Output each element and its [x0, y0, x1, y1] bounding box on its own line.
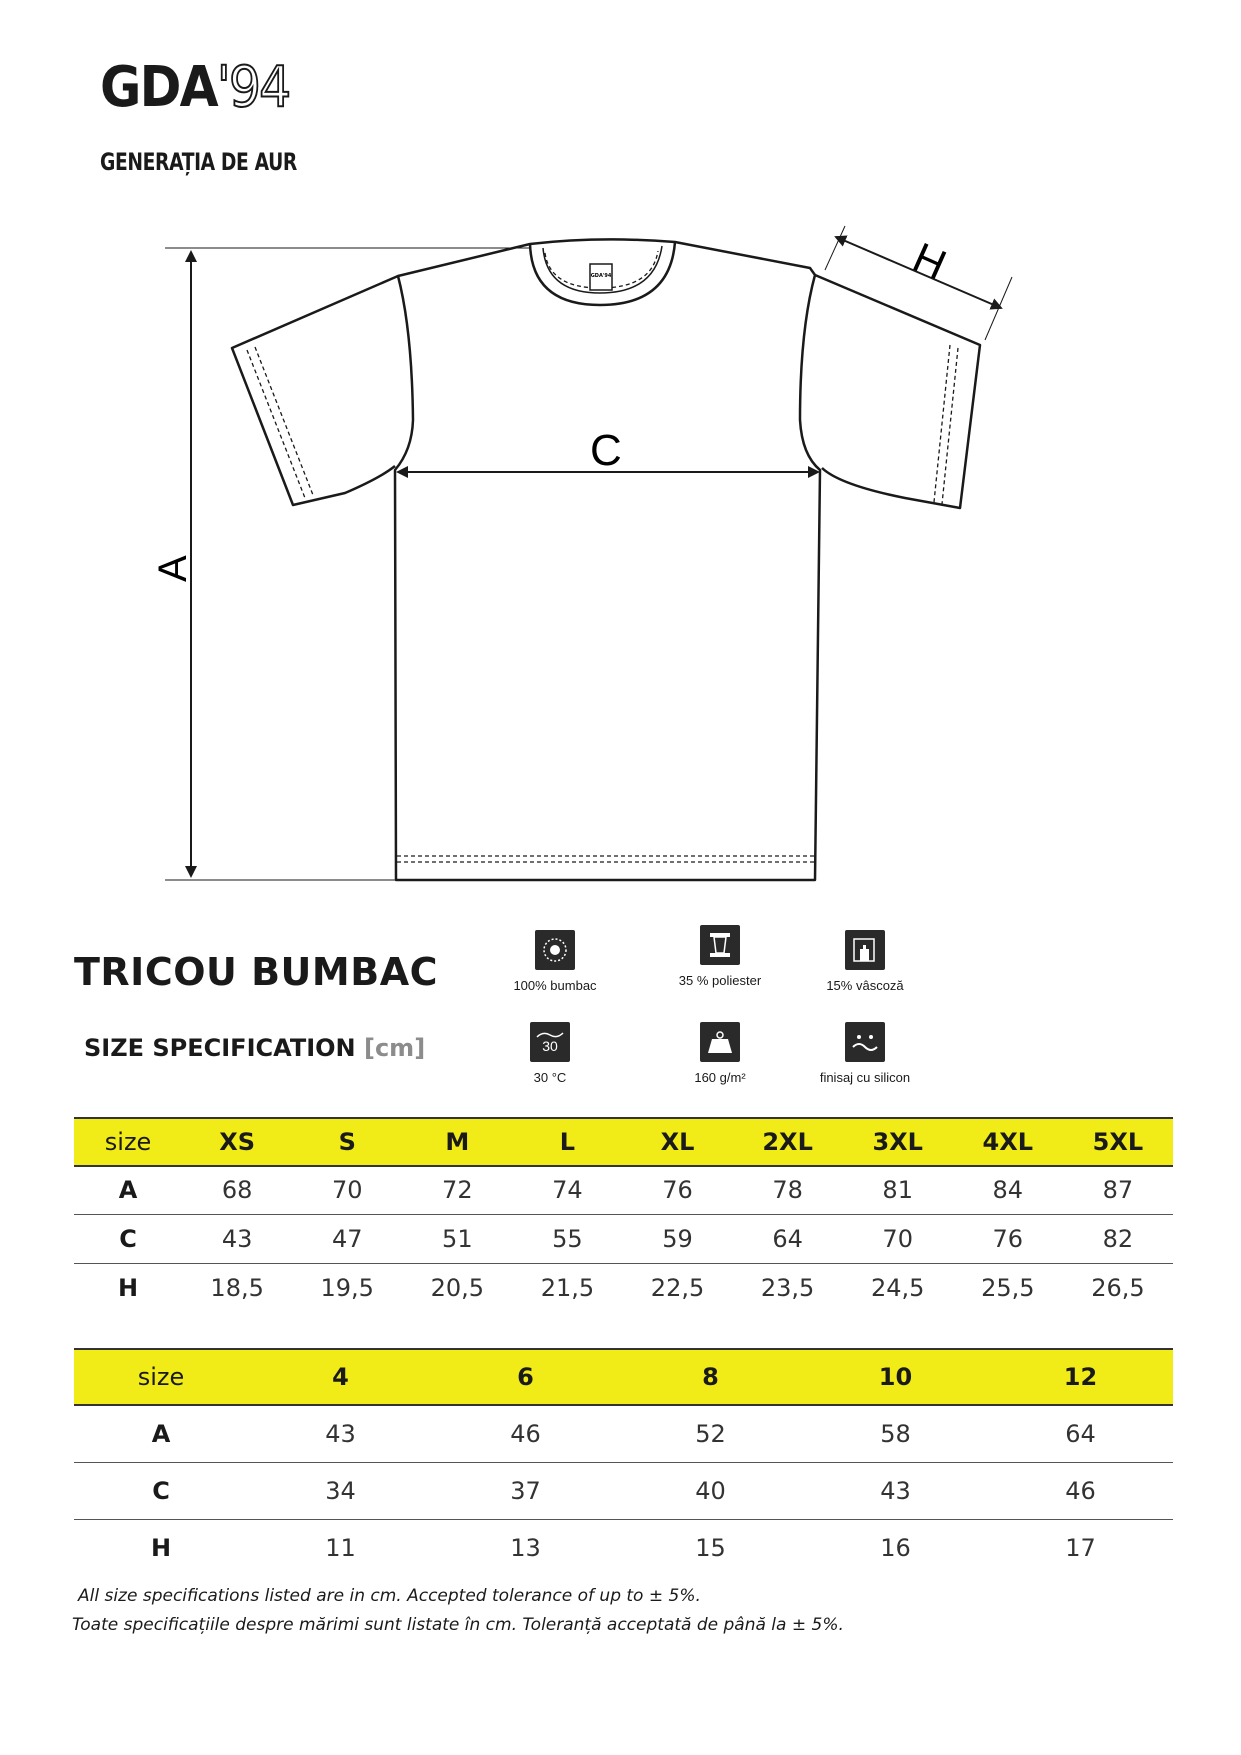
logo-main: GDA — [100, 55, 217, 120]
material-label: 100% bumbac — [513, 978, 597, 993]
table-cell: 16 — [880, 1533, 911, 1562]
finish-silicon — [790, 1022, 940, 1085]
header-cell: size — [74, 1349, 248, 1405]
table-cell: 43 — [182, 1214, 292, 1263]
material-viscose — [790, 930, 940, 993]
table-header-row — [74, 1118, 1173, 1166]
table-cell: 21,5 — [540, 1273, 595, 1302]
table-cell: 34 — [248, 1462, 433, 1519]
material-cotton — [480, 930, 630, 993]
material-label: 15% vâscoză — [826, 978, 904, 993]
table-cell: 76 — [622, 1166, 732, 1214]
header-cell: size — [74, 1118, 182, 1166]
tshirt-outline — [395, 239, 820, 880]
table-cell: 68 — [182, 1166, 292, 1214]
table-row — [74, 1405, 1173, 1462]
table-cell: 87 — [1063, 1166, 1173, 1214]
header-cell: 4XL — [953, 1118, 1063, 1166]
table-cell: 19,5 — [320, 1273, 374, 1302]
table-cell: 64 — [733, 1214, 843, 1263]
table-row — [74, 1166, 1173, 1214]
note-english: All size specifications listed are in cm. Accepted tolerance of up to ± 5%. — [78, 1586, 701, 1606]
size-table-kids — [74, 1348, 1173, 1576]
product-title: TRICOU BUMBAC — [74, 950, 438, 994]
table-cell: 78 — [733, 1166, 843, 1214]
table-cell: 74 — [512, 1166, 622, 1214]
header-cell: 8 — [618, 1349, 803, 1405]
logo-subtitle: GENERAȚIA DE AUR — [100, 148, 297, 176]
table-cell: 37 — [433, 1462, 618, 1519]
dimension-h-label: H — [906, 233, 954, 289]
note-romanian: Toate specificațiile despre mărimi sunt listate în cm. Toleranță acceptată de până la ± 5%. — [72, 1615, 844, 1635]
size-spec-text: SIZE SPECIFICATION — [84, 1034, 356, 1062]
header-cell: L — [512, 1118, 622, 1166]
finish-label: finisaj cu silicon — [819, 1070, 911, 1085]
table-cell: 84 — [953, 1166, 1063, 1214]
material-weight — [645, 1022, 795, 1085]
row-label: C — [74, 1214, 182, 1263]
table-cell: 70 — [843, 1214, 953, 1263]
table-cell: 18,5 — [210, 1273, 264, 1302]
table-cell: 11 — [325, 1533, 356, 1562]
row-label: H — [118, 1273, 139, 1302]
table-row — [74, 1263, 1173, 1312]
table-cell: 51 — [402, 1214, 512, 1263]
table-cell: 20,5 — [430, 1273, 485, 1302]
table-cell: 43 — [803, 1462, 988, 1519]
table-row — [74, 1214, 1173, 1263]
table-cell: 17 — [1065, 1533, 1096, 1562]
svg-text:GDA'94: GDA'94 — [590, 273, 612, 279]
weight-label: 160 g/m² — [694, 1070, 746, 1085]
header-cell: 10 — [803, 1349, 988, 1405]
table-cell: 13 — [510, 1533, 541, 1562]
right-sleeve — [815, 275, 980, 508]
row-label: C — [74, 1462, 248, 1519]
silicon-finish-icon — [845, 1022, 885, 1062]
table-cell: 47 — [292, 1214, 402, 1263]
table-row — [74, 1462, 1173, 1519]
table-cell: 52 — [618, 1405, 803, 1462]
table-cell: 24,5 — [870, 1273, 925, 1302]
row-label: A — [74, 1166, 182, 1214]
table-cell: 64 — [988, 1405, 1173, 1462]
table-cell: 72 — [402, 1166, 512, 1214]
logo-year: '94 — [216, 55, 290, 120]
table-cell: 26,5 — [1091, 1273, 1145, 1302]
table-cell: 15 — [695, 1533, 726, 1562]
table-cell: 22,5 — [650, 1273, 705, 1302]
header-cell: 4 — [248, 1349, 433, 1405]
header-cell: XS — [182, 1118, 292, 1166]
table-cell: 46 — [988, 1462, 1173, 1519]
spool-icon — [700, 925, 740, 965]
table-cell: 76 — [953, 1214, 1063, 1263]
header-cell: XL — [622, 1118, 732, 1166]
size-table-adult — [74, 1117, 1173, 1312]
header-cell: 2XL — [733, 1118, 843, 1166]
size-spec-title — [84, 1034, 425, 1062]
wash-30-icon: 30 — [530, 1022, 570, 1062]
header-cell: 5XL — [1063, 1118, 1173, 1166]
table-cell: 82 — [1063, 1214, 1173, 1263]
weight-icon — [700, 1022, 740, 1062]
size-spec-unit: [cm] — [363, 1034, 426, 1062]
table-cell: 40 — [618, 1462, 803, 1519]
row-label: A — [74, 1405, 248, 1462]
care-wash — [475, 1022, 625, 1085]
header-cell: 12 — [988, 1349, 1173, 1405]
dimension-c-label: C — [590, 426, 622, 475]
left-sleeve — [232, 276, 398, 505]
header-cell: 6 — [433, 1349, 618, 1405]
table-cell: 81 — [843, 1166, 953, 1214]
cotton-icon — [535, 930, 575, 970]
dimension-a-label: A — [151, 555, 195, 582]
table-cell: 43 — [248, 1405, 433, 1462]
table-row — [74, 1519, 1173, 1576]
material-polyester — [645, 925, 795, 988]
header-cell: S — [292, 1118, 402, 1166]
table-cell: 23,5 — [760, 1273, 815, 1302]
row-label: H — [150, 1533, 172, 1562]
table-cell: 55 — [512, 1214, 622, 1263]
table-cell: 58 — [803, 1405, 988, 1462]
header-cell: 3XL — [843, 1118, 953, 1166]
header-cell: M — [402, 1118, 512, 1166]
table-header-row — [74, 1349, 1173, 1405]
care-label: 30 °C — [533, 1070, 567, 1085]
hand-fabric-icon — [845, 930, 885, 970]
table-cell: 46 — [433, 1405, 618, 1462]
table-cell: 59 — [622, 1214, 732, 1263]
table-cell: 70 — [292, 1166, 402, 1214]
material-label: 35 % poliester — [678, 973, 762, 988]
table-cell: 25,5 — [981, 1273, 1035, 1302]
